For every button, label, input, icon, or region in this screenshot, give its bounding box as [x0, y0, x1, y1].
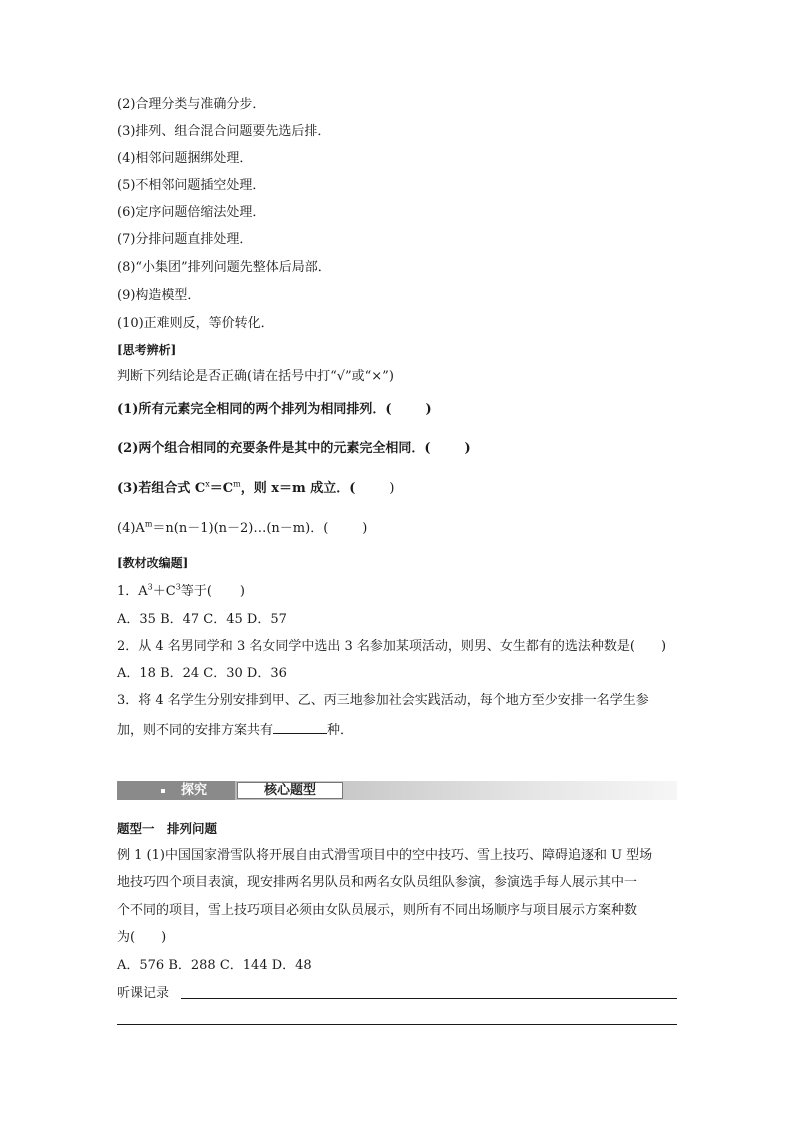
- question-4: [117, 520, 367, 538]
- superscript: 3: [147, 582, 153, 592]
- close-paren: ): [362, 521, 368, 536]
- question-text: 加，则不同的安排方案共有: [117, 723, 274, 738]
- superscript: x: [205, 479, 210, 489]
- exercise-3-line2: [117, 720, 353, 740]
- section-heading-think: [思考辨析]: [117, 343, 177, 357]
- section-heading-textbook: [教材改编题]: [117, 556, 189, 570]
- example-line: 个不同的项目，雪上技巧项目必须由女队员展示，则所有不同出场顺序与项目展示方案种数: [117, 903, 638, 918]
- question-type-title: 题型一 排列问题: [117, 821, 218, 836]
- text-line: (2)合理分类与准确分步．: [117, 97, 266, 112]
- text-line: (3)排列、组合混合问题要先选后排．: [117, 124, 331, 139]
- question-text: ＋C: [152, 584, 176, 599]
- text-line: (7)分排问题直排处理．: [117, 232, 253, 247]
- notes-line[interactable]: [181, 998, 677, 999]
- options-2: A．18 B．24 C．30 D．36: [117, 666, 287, 681]
- notes-label: 听课记录: [117, 986, 170, 1001]
- superscript: m: [144, 519, 153, 529]
- example-line: [117, 929, 166, 947]
- example-options: A．576 B．288 C．144 D．48: [117, 958, 312, 973]
- question-text: 为(: [117, 930, 136, 945]
- example-line: 例 1 (1)中国国家滑雪队将开展自由式滑雪项目中的空中技巧、雪上技巧、障碍追逐和 U 型场: [117, 848, 653, 863]
- square-bullet-icon: [161, 789, 165, 793]
- exercise-3-line1: 3．将 4 名学生分别安排到甲、乙、丙三地参加社会实践活动，每个地方至少安排一名学生参: [117, 693, 649, 708]
- question-3: [117, 480, 395, 498]
- close-paren: ): [239, 584, 245, 599]
- superscript: m: [233, 479, 241, 489]
- question-text: 1．A: [117, 584, 148, 599]
- banner-left-label: 探究: [181, 783, 208, 798]
- close-paren: ): [389, 481, 395, 496]
- text-line: (10)正难则反，等价转化．: [117, 316, 274, 331]
- question-text: (3)若组合式 C: [117, 481, 206, 496]
- question-text: ＝C: [209, 481, 234, 496]
- close-paren: ): [425, 402, 432, 417]
- question-text: ＝n(n－1)(n－2)…(n－m)．(: [152, 521, 329, 536]
- question-text: 种．: [327, 723, 354, 738]
- banner-right-label: 核心题型: [237, 782, 343, 799]
- question-text: ，则 x＝m 成立．(: [240, 481, 356, 496]
- text-line: (6)定序问题倍缩法处理．: [117, 205, 266, 220]
- exercise-1: [117, 583, 245, 601]
- question-2: [117, 440, 471, 458]
- question-text: (1)所有元素完全相同的两个排列为相同排列．(: [117, 402, 392, 417]
- text-line: (5)不相邻问题插空处理．: [117, 178, 266, 193]
- notes-line[interactable]: [117, 1024, 677, 1025]
- exercise-2: [117, 638, 666, 656]
- question-text: 等于(: [180, 584, 212, 599]
- question-text: 2．从 4 名男同学和 3 名女同学中选出 3 名参加某项活动，则男、女生都有的选法种数是(: [117, 639, 635, 654]
- answer-blank[interactable]: [273, 720, 327, 734]
- superscript: 3: [175, 582, 181, 592]
- close-paren: ): [464, 441, 471, 456]
- close-paren: ): [161, 930, 167, 945]
- text-line: (4)相邻问题捆绑处理．: [117, 151, 253, 166]
- text-line: (9)构造模型．: [117, 288, 201, 303]
- question-text: (2)两个组合相同的充要条件是其中的元素完全相同．(: [117, 441, 431, 456]
- section-banner: [117, 781, 677, 800]
- text-line: (8)“小集团”排列问题先整体后局部．: [117, 260, 331, 275]
- question-1: [117, 401, 432, 419]
- options-1: A．35 B．47 C．45 D．57: [117, 612, 287, 627]
- instructions: 判断下列结论是否正确(请在括号中打“√”或“×”): [117, 369, 394, 384]
- banner-left: [117, 781, 235, 800]
- question-text: (4)A: [117, 521, 145, 536]
- example-line: 地技巧四个项目表演，现安排两名男队员和两名女队员组队参演，参演选手每人展示其中一: [117, 875, 638, 890]
- close-paren: ): [660, 639, 667, 654]
